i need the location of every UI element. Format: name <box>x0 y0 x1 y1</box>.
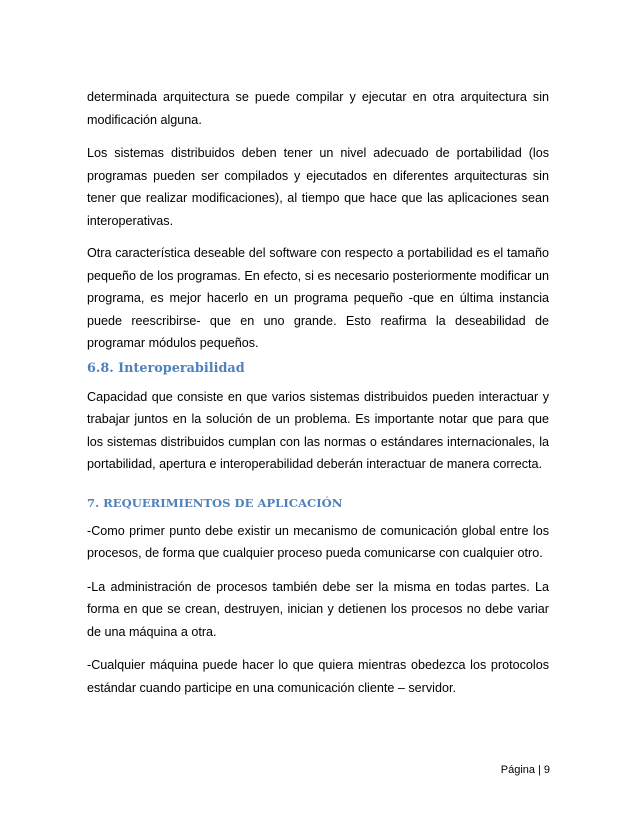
paragraph-tamano-programas: Otra característica deseable del software con respecto a portabilidad es el tamaño pequeño de los programas. En efecto, si es necesario posteriormente modificar un programa, es mejor hacerlo en un programa pequeño -que en última instancia puede reescribirse- que en uno grande. Esto reafirma la deseabilidad de programar módulos pequeños. <box>87 246 549 350</box>
section-heading-requerimientos: 7. REQUERIMIENTOS DE APLICACIÓN <box>87 495 343 510</box>
page-label: Página <box>500 764 536 776</box>
paragraph-portabilidad-continuation: determinada arquitectura se puede compilar y ejecutar en otra arquitectura sin modificación alguna. <box>87 90 549 127</box>
paragraph-protocolos-estandar: -Cualquier máquina puede hacer lo que quiera mientras obedezca los protocolos estándar cuando participe en una comunicación cliente – servidor. <box>87 658 549 695</box>
page-content <box>87 86 549 699</box>
paragraph-portabilidad-sistemas: Los sistemas distribuidos deben tener un nivel adecuado de portabilidad (los programas pueden ser compilados y ejecutados en diferentes arquitecturas sin tener que realizar modificaciones), al tiempo que hace que las aplicaciones sean interoperativas. <box>87 146 549 228</box>
page-number: 9 <box>543 764 550 776</box>
page-separator: | <box>538 764 541 776</box>
paragraph-comunicacion-global: -Como primer punto debe existir un mecanismo de comunicación global entre los procesos, de forma que cualquier proceso pueda comunicarse con cualquier otro. <box>87 523 549 560</box>
paragraph-administracion-procesos: -La administración de procesos también debe ser la misma en todas partes. La forma en que se crean, destruyen, inician y detienen los procesos no debe variar de una máquina a otra. <box>87 579 549 639</box>
page-footer <box>501 764 550 776</box>
paragraph-interoperabilidad: Capacidad que consiste en que varios sistemas distribuidos pueden interactuar y trabajar juntos en la solución de un problema. Es importante notar que para que los sistemas distribuidos cumplan con las normas o estándares internacionales, la portabilidad, apertura e interoperabilidad deberán interactuar de manera correcta. <box>87 389 549 471</box>
section-heading-interoperabilidad: 6.8. Interoperabilidad <box>87 360 245 376</box>
